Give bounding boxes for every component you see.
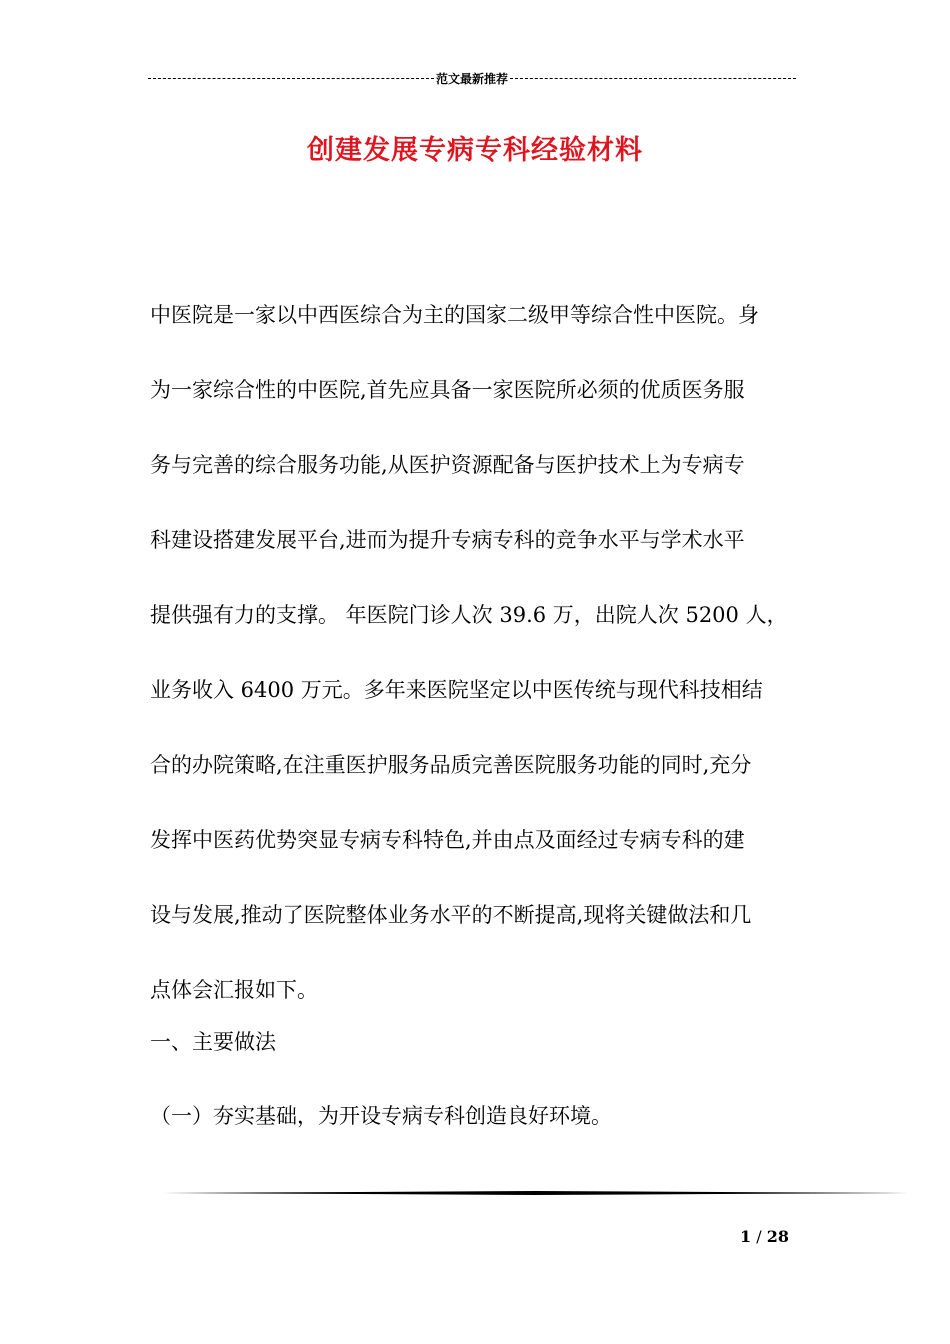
paragraph-line: 中医院是一家以中西医综合为主的国家二级甲等综合性中医院。身	[150, 303, 759, 327]
header-dash-right	[510, 78, 796, 79]
page-current: 1	[740, 1227, 752, 1246]
paragraph-line: 业务收入 6400 万元。多年来医院坚定以中医传统与现代科技相结	[150, 678, 763, 702]
paragraph-line: 为一家综合性的中医院,首先应具备一家医院所必须的优质医务服	[150, 378, 745, 402]
body-paragraph	[150, 278, 800, 1028]
header-label: 范文最新推荐	[436, 71, 509, 86]
header-divider	[148, 70, 796, 86]
document-title: 创建发展专病专科经验材料	[307, 135, 643, 166]
paragraph-line: 设与发展,推动了医院整体业务水平的不断提高,现将关键做法和几	[150, 903, 752, 927]
page-number	[740, 1227, 810, 1246]
paragraph-line: 点体会汇报如下。	[150, 978, 318, 1002]
paragraph-line: 务与完善的综合服务功能,从医护资源配备与医护技术上为专病专	[150, 453, 745, 477]
paragraph-line: 发挥中医药优势突显专病专科特色,并由点及面经过专病专科的建	[150, 828, 745, 852]
paragraph-line: 合的办院策略,在注重医护服务品质完善医院服务功能的同时,充分	[150, 753, 752, 777]
paragraph-line: 科建设搭建发展平台,进而为提升专病专科的竞争水平与学术水平	[150, 528, 745, 552]
header-dash-left	[148, 78, 434, 79]
page-total: 28	[766, 1227, 789, 1246]
page-separator: /	[751, 1227, 767, 1246]
section-heading: 一、主要做法	[150, 1030, 276, 1054]
paragraph-line: 提供强有力的支撑。 年医院门诊人次 39.6 万，出院人次 5200 人，	[150, 603, 788, 627]
footer-rule	[163, 1191, 908, 1195]
sub-heading: （一）夯实基础，为开设专病专科创造良好环境。	[150, 1104, 612, 1128]
